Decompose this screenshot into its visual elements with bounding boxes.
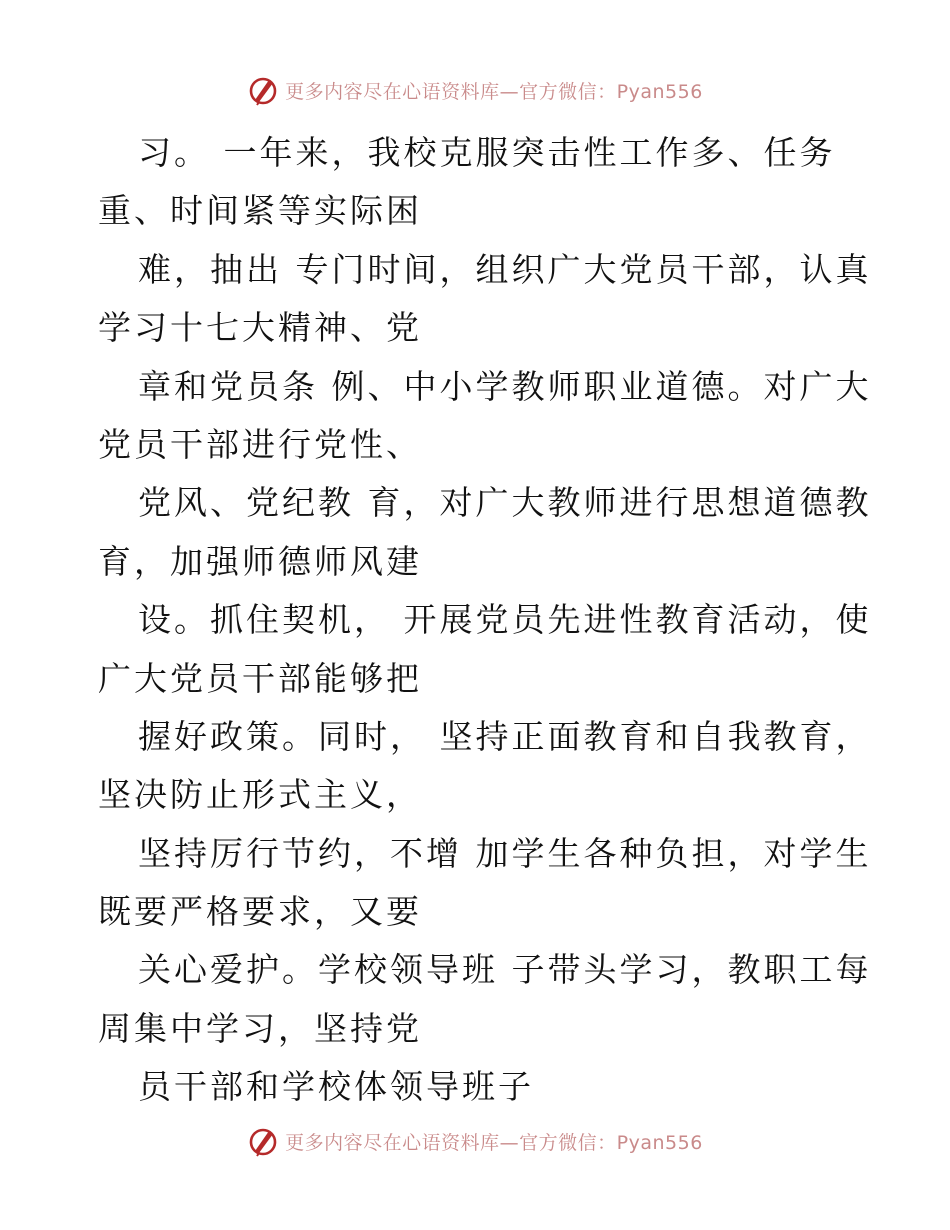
text-line: 难，抽出 专门时间，组织广大党员干部，认真	[138, 249, 872, 289]
text-line: 既要严格要求，又要	[98, 892, 422, 932]
text-line: 广大党员干部能够把	[98, 658, 422, 698]
text-line: 设。抓住契机， 开展党员先进性教育活动，使	[138, 600, 872, 640]
text-line: 章和党员条 例、中小学教师职业道德。对广大	[138, 366, 872, 406]
text-line: 习。 一年来，我校克服突击性工作多、任务	[138, 133, 836, 172]
quill-pen-logo-icon	[247, 74, 279, 106]
text-line: 周集中学习，坚持党	[98, 1008, 422, 1048]
header-banner	[0, 70, 950, 110]
text-line: 员干部和学校体领导班子	[138, 1067, 534, 1107]
footer-banner	[0, 1121, 950, 1161]
text-line: 坚持厉行节约，不增 加学生各种负担，对学生	[138, 833, 872, 873]
text-line: 党员干部进行党性、	[98, 424, 422, 464]
text-line: 重、时间紧等实际困	[98, 191, 422, 231]
text-line: 育，加强师德师风建	[98, 541, 422, 581]
header-banner-text: 更多内容尽在心语资料库—官方微信：Pyan556	[285, 80, 703, 103]
text-line: 学习十七大精神、党	[98, 308, 422, 348]
text-line: 坚决防止形式主义，	[98, 775, 422, 815]
document-body	[98, 124, 872, 1117]
text-line: 党风、党纪教 育，对广大教师进行思想道德教	[138, 483, 872, 523]
quill-pen-logo-icon	[247, 1125, 279, 1157]
footer-banner-text: 更多内容尽在心语资料库—官方微信：Pyan556	[285, 1131, 703, 1154]
text-line: 关心爱护。学校领导班 子带头学习，教职工每	[138, 950, 872, 990]
text-line: 握好政策。同时， 坚持正面教育和自我教育，	[138, 716, 872, 756]
